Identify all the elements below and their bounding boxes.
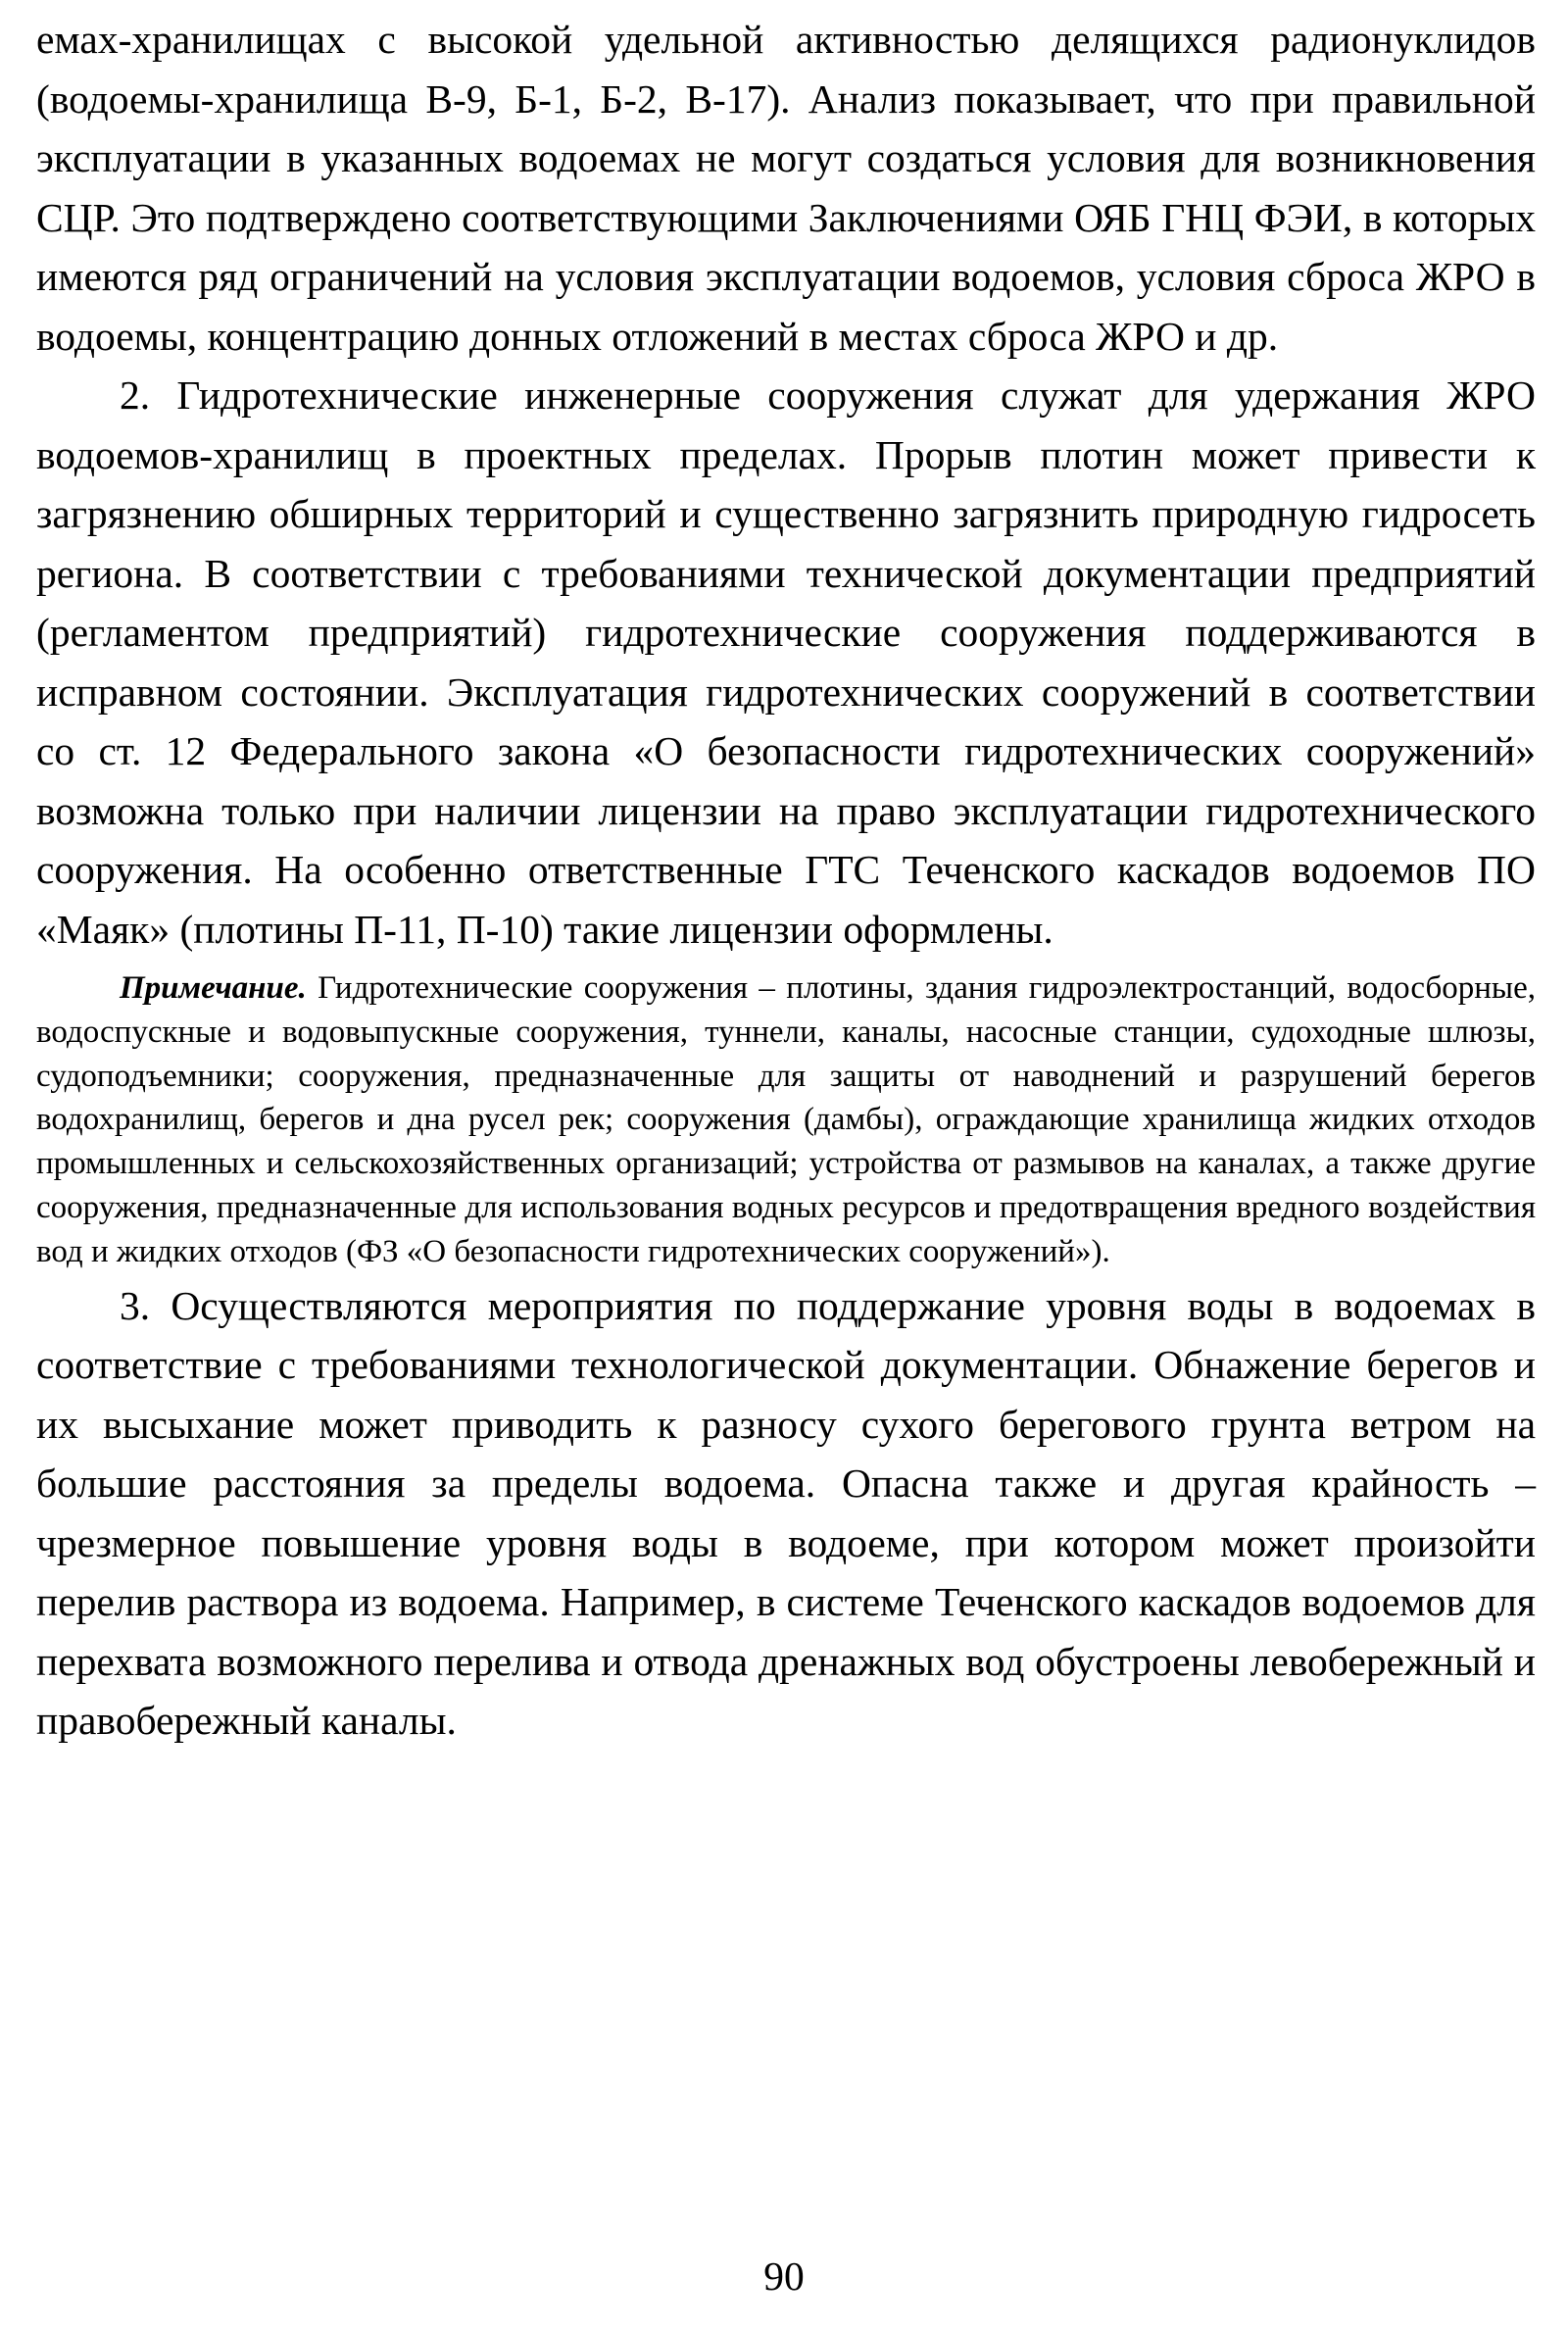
paragraph-continuation: емах-хранилищах с высокой удельной активностью делящихся радионуклидов (водоемы-хранилища В-9, Б-1, Б-2, В-17). Анализ показывает, что при правильной эксплуатации в указанных водоемах не могут создаться условия для возникновения СЦР. Это подтверждено соответствующими Заключениями ОЯБ ГНЦ ФЭИ, в которых имеются ряд ограничений на условия эксплуатации водоемов, условия сброса ЖРО в водоемы, концентрацию донных отложений в местах сброса ЖРО и др. [36,17,1536,359]
note-paragraph [36,966,1536,1274]
paragraph-3: 3. Осуществляются мероприятия по поддержание уровня воды в водоемах в соответствие с требованиями технологической документации. Обнажение берегов и их высыхание может приводить к разносу сухого берегового грунта ветром на большие расстояния за пределы водоема. Опасна также и другая крайность – чрезмерное повышение уровня воды в водоеме, при котором может произойти перелив раствора из водоема. Например, в системе Теченского каскадов водоемов для перехвата возможного перелива и отвода дренажных вод обустроены левобережный и правобережный каналы. [36,1282,1536,1744]
page-number: 90 [763,2253,805,2299]
paragraph-2: 2. Гидротехнические инженерные сооружения служат для удержания ЖРО водоемов-хранилищ в проектных пределах. Прорыв плотин может привести к загрязнению обширных территорий и существенно загрязнить природную гидросеть региона. В соответствии с требованиями технической документации предприятий (регламентом предприятий) гидротехнические сооружения поддерживаются в исправном состоянии. Эксплуатация гидротехнических сооружений в соответствии со ст. 12 Федерального закона «О безопасности гидротехнических сооружений» возможна только при наличии лицензии на право эксплуатации гидротехнического сооружения. На особенно ответственные ГТС Теченского каскадов водоемов ПО «Маяк» (плотины П-11, П-10) такие лицензии оформлены. [36,372,1536,952]
note-text: Гидротехнические сооружения – плотины, здания гидроэлектростанций, водосборные, водоспускные и водовыпускные сооружения, туннели, каналы, насосные станции, судоходные шлюзы, судоподъемники; сооружения, предназначенные для защиты от наводнений и разрушений берегов водохранилищ, берегов и дна русел рек; сооружения (дамбы), ограждающие хранилища жидких отходов промышленных и сельскохозяйственных организаций; устройства от размывов на каналах, а также другие сооружения, предназначенные для использования водных ресурсов и предотвращения вредного воздействия вод и жидких отходов (ФЗ «О безопасности гидротехнических сооружений»). [36,970,1536,1269]
note-label: Примечание. [120,970,307,1006]
document-page [36,10,1536,1751]
